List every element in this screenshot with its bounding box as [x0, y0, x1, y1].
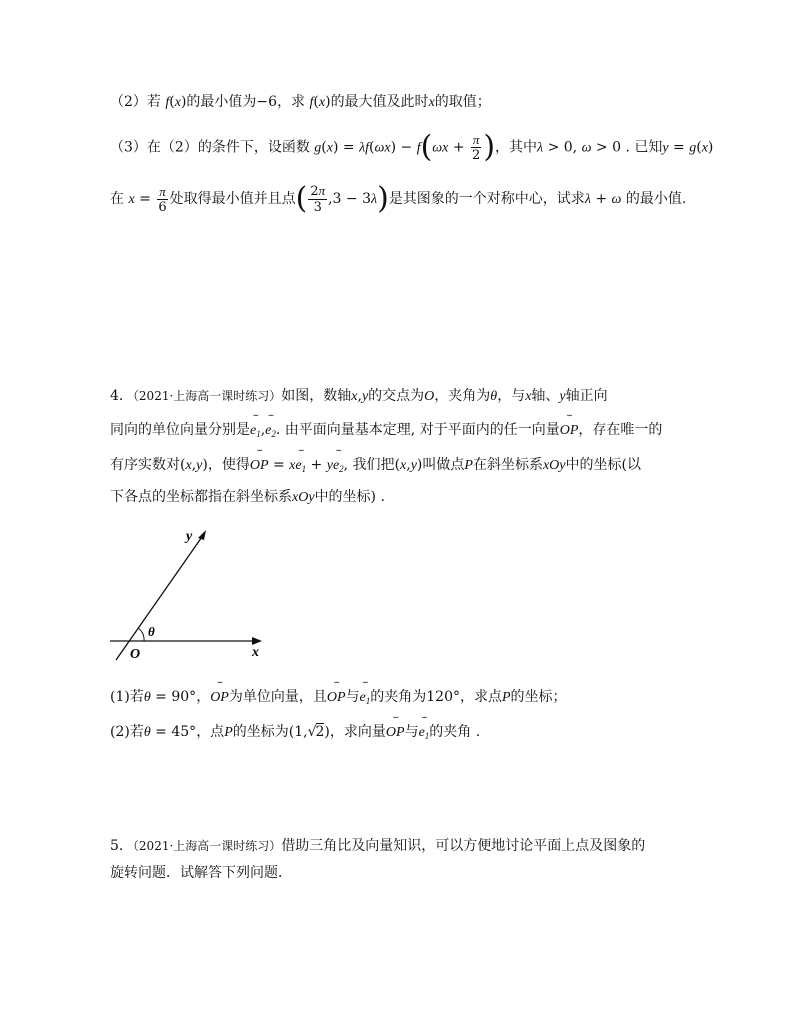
p5-line1: 5．（2021·上海高一课时练习）借助三角比及向量知识，可以方便地讨论平面上点及图象的	[110, 838, 646, 854]
p4-line1: 4．（2021·上海高一课时练习）如图，数轴x,y的交点为O，夹角为θ，与x轴、y轴正向	[110, 388, 608, 404]
q3-part3-line1: （3）在（2）的条件下，设函数 g(x) = λf(ωx) − f(ωx + $\frac{\pi}{2}$ )，其中λ > 0, ω > 0 . 已知y = g(x)	[110, 129, 714, 165]
theta-arc	[138, 628, 144, 641]
p4-sub2: (2)若θ = 45°，点P的坐标为(1,√2)，求向量˘˘ OP与˘˘ $e_1$的夹角 .	[110, 722, 480, 746]
p4-line4: 下各点的坐标都指在斜坐标系xOy中的坐标) .	[110, 489, 385, 505]
pi-over-2-fraction: $\frac{\pi}{2}$	[472, 132, 481, 163]
q3-part3-line2: 在 x = $\frac{\pi}{6}$ 处取得最小值并且点( $\frac{2\pi}{3}$ ,3 − 3λ)是其图象的一个对称中心，试求λ + ω 的最小值.	[110, 181, 687, 216]
theta-label: θ	[148, 624, 155, 639]
source-tag: （2021·上海高一课时练习）	[132, 389, 282, 403]
x-axis-label: x	[252, 645, 259, 660]
p4-sub1: (1)若θ = 90°，˘˘ OP为单位向量，且˘˘ OP与˘˘ $e_1$的夹角为120°，求点P的坐标；	[110, 687, 567, 711]
q3-part2-line: （2）若 f(x)的最小值为−6，求 f(x)的最大值及此时x的取值；	[110, 94, 491, 110]
two-pi-over-3-fraction: $\frac{2\pi}{3}$	[310, 183, 326, 215]
oblique-axes-figure	[100, 520, 280, 665]
x-axis-arrow-icon	[252, 637, 262, 645]
p4-line2: 同向的单位向量分别是˘˘ $e_1,˘˘$ $e_2$. 由平面向量基本定理, 对于平面内的任一向量˘˘ OP，存在唯一的	[110, 420, 662, 444]
p5-line2: 旋转问题．试解答下列问题．	[110, 865, 292, 881]
y-axis-label: y	[186, 529, 193, 544]
origin-label: O	[130, 647, 141, 662]
pi-over-6-fraction: $\frac{\pi}{6}$	[158, 183, 167, 215]
source-tag: （2021·上海高一课时练习）	[132, 839, 282, 853]
p4-line3: 有序实数对(x,y)，使得˘˘ OP = x˘˘ $e_1$ + y˘˘ $e_2$, 我们把(x,y)叫做点P在斜坐标系xOy中的坐标(以	[110, 455, 641, 479]
y-axis-arrow-icon	[198, 530, 206, 540]
